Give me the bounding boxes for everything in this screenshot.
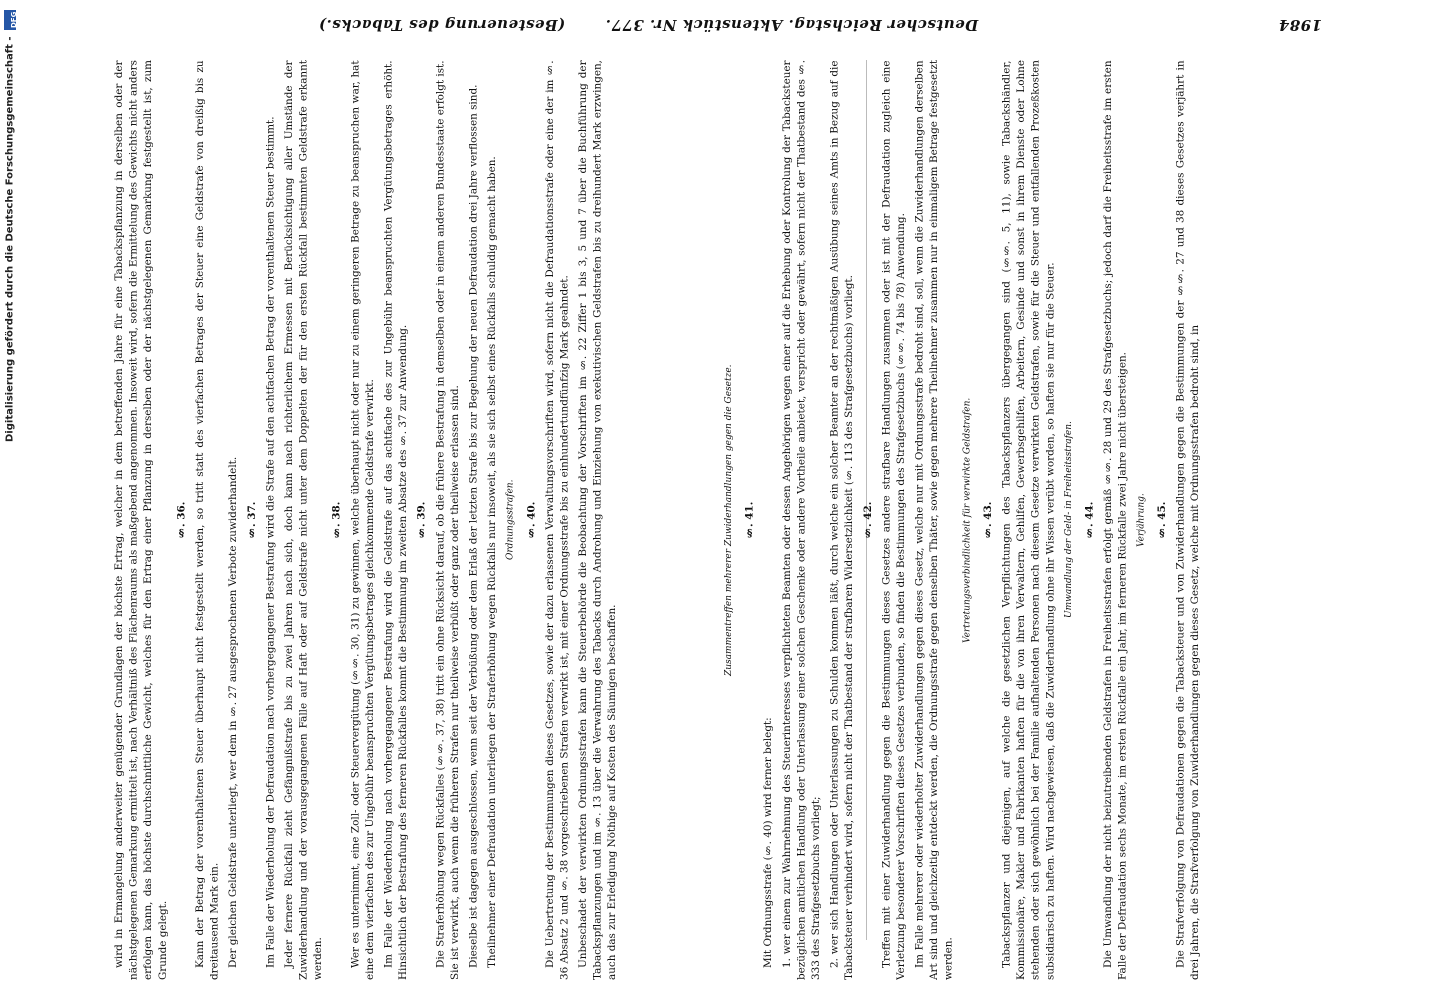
section-title: §. 43. [981,501,994,539]
publication-title: Deutscher Reichstag. Aktenstück Nr. 377. [605,16,979,34]
paragraph: Dieselbe ist dagegen ausgeschlossen, wenn seit der Verbüßung oder dem Erlaß der letzten Strafe bis zur Begehung der neuen Defraudation drei Jahre verflossen sind. [467,84,480,968]
section-title: §. 44. [1083,501,1096,539]
section-title: §. 37. [245,501,258,539]
section-title: §. 38. [330,501,343,539]
page-number: 1984 [1278,16,1322,34]
topic-title: (Besteuerung des Tabacks.) [318,16,566,34]
left-text-column [112,60,712,980]
paragraph: wird in Ermangelung anderweiter genügender Grundlagen der höchste Ertrag, welcher in dem betreffenden Jahre für eine Tabackspflanzung in derselben oder der nächstgelegenen Gemarkung ermittelt ist, nach Verhältniß des Flächenraums als maßgebend angenommen. Insoweit wird, sofern die Ermittelung des Gewichts nicht anders erfolgen kann, das höchste durchschnittliche Gewicht, welches für den Ertrag einer Pflanzung in derselben oder der nächstgelegenen Gemarkung festgestellt ist, zum Grunde gelegt. [113,60,169,980]
paragraph: Mit Ordnungsstrafe (§. 40) wird ferner belegt: [762,716,775,968]
paragraph: Die Umwandlung der nicht beizutreibenden Geldstrafen in Freiheitsstrafen erfolgt gemäß §§. 28 und 29 des Strafgesetzbuchs; jedoch darf die Freiheitsstrafe im ersten Falle der Defraudation sechs Monate, im ersten Rückfalle ein Jahr, im ferneren Rückfalle zwei Jahre nicht übersteigen. [1102,60,1129,980]
paragraph: Im Falle mehrerer oder wiederholter Zuwiderhandlungen gegen dieses Gesetz, welche nur mit Ordnungsstrafe bedroht sind, soll, wenn die Zuwiderhandlungen derselben Art sind und gleichzeitig entdeckt werden, die Ordnungsstrafe gegen denselben Thäter, sowie gegen mehrere Theilnehmer zusammen nur in einmaligem Betrage festgesetzt werden. [913,60,955,980]
dfg-logo-icon: DFG [4,10,16,30]
paragraph: Jeder fernere Rückfall zieht Gefängnißstrafe bis zu zwei Jahren nach sich, doch kann nach richterlichem Ermessen mit Berücksichtigung aller Umstände der Zuwiderhandlung und der vorausgegangenen Fälle auf Haft oder auf Geldstrafe nicht unter dem Doppelten der für den ersten Rückfall bestimmten Geldstrafe erkannt werden. [282,60,325,980]
sub-heading: Ordnungsstrafen. [505,479,516,561]
section-title: §. 42. [861,501,874,539]
paragraph: Unbeschadet der verwirkten Ordnungsstrafen kann die Steuerbehörde die Beobachtung der Vorschriften im §. 22 Ziffer 1 bis 3, 5 und 7 über die Buchführung der Tabackspflanzungen und im §. 13 über die Verwahrung des Tabacks durch Androhung und Einziehung von exekutivischen Geldstrafen bis zu dreihundert Mark erzwingen, auch das zur Erledigung Nöthige auf Kosten des Säumigen beschaffen. [577,60,619,980]
paragraph: Treffen mit einer Zuwiderhandlung gegen die Bestimmungen dieses Gesetzes andere strafbare Handlungen zusammen oder ist mit der Defraudation zugleich eine Verletzung besonderer Vorschriften dieses Gesetzes verbunden, so finden die Bestimmungen des Strafgesetzbuchs (§§. 74 bis 78) Anwendung. [880,60,907,980]
right-text-column [722,60,1322,980]
digitization-note: Digitalisierung gefördert durch die Deutsche Forschungsgemeinschaft - [4,36,16,442]
paragraph: 1. wer einem zur Wahrnehmung des Steuerinteresses verpflichteten Beamten oder dessen Angehörigen wegen einer auf die Erhebung oder Kontrolung der Tabacksteuer bezüglichen amtlichen Handlung oder Unterlassung einer solchen Geschenke oder andere Vortheile anbietet, verspricht oder gewährt, sofern nicht der Thatbestand des §. 333 des Strafgesetzbuchs vorliegt; [780,60,822,980]
paragraph: Die Uebertretung der Bestimmungen dieses Gesetzes, sowie der dazu erlassenen Verwaltungsvorschriften wird, sofern nicht die Defraudationsstrafe oder eine der im §. 36 Absatz 2 und §. 38 vorgeschriebenen Strafen verwirkt ist, mit einer Ordnungsstrafe bis zu einhundertundfünfzig Mark geahndet. [543,60,571,980]
digitization-credit [0,10,20,990]
section-title: §. 39. [415,501,428,539]
paragraph: Die Straferhöhung wegen Rückfalles (§§. 37, 38) tritt ein ohne Rücksicht darauf, ob die frühere Bestrafung in demselben oder in einem anderen Bundesstaate erfolgt ist. Sie ist verwirkt, auch wenn die früheren Strafen nur theilweise verbüßt oder ganz oder theilweise erlassen sind. [434,60,461,980]
section-title: §. 45. [1155,501,1168,539]
section-title: §. 36. [175,501,188,539]
paragraph: Der gleichen Geldstrafe unterliegt, wer dem in §. 27 ausgesprochenen Verbote zuwiderhandelt. [227,456,240,968]
sub-heading: Verjährung. [1136,493,1147,547]
paragraph: Im Falle der Wiederholung nach vorhergegangener Bestrafung wird die Geldstrafe auf das achtfache des zur Ungebühr beanspruchten Vergütungsbetrages erhöht. Hinsichtlich der Bestrafung des ferneren Rückfalles kommt die Bestimmung im zweiten Absatze des §. 37 zur Anwendung. [382,60,410,980]
sub-heading: Umwandlung der Geld- in Freiheitsstrafen. [1063,421,1074,619]
section-title: §. 40. [525,501,538,539]
paragraph: 2. wer sich Handlungen oder Unterlassungen zu Schulden kommen läßt, durch welche ein solcher Beamter an der rechtmäßigen Ausübung seines Amts in Bezug auf die Tabacksteuer verhindert wird, sofern nicht der Thatbestand der strafbaren Widersetzlichkeit (§. 113 des Strafgesetzbuchs) vorliegt. [828,60,856,980]
section-title: §. 41. [743,501,756,539]
paragraph: Die Strafverfolgung von Defraudationen gegen die Tabacksteuer und von Zuwiderhandlungen gegen die Bestimmungen der §§. 27 und 38 dieses Gesetzes verjährt in drei Jahren, die Strafverfolgung von Zuwiderhandlungen gegen dieses Gesetz, welche mit Ordnungsstrafen bedroht sind, in [1174,60,1202,980]
sub-heading: Zusammentreffen mehrerer Zuwiderhandlungen gegen die Gesetze. [724,364,734,676]
paragraph: Kann der Betrag der vorenthaltenen Steuer überhaupt nicht festgestellt werden, so tritt statt des vierfachen Betrages der Steuer eine Geldstrafe von dreißig bis zu dreitausend Mark ein. [193,60,221,980]
page-header [72,10,1322,40]
paragraph: Tabackspflanzer und diejenigen, auf welche die gesetzlichen Verpflichtungen des Tabackspflanzers übergegangen sind (§§. 5, 11), sowie Tabackshändler, Kommissionäre, Makler und Fabrikanten haften für die von ihren Verwaltern, Gehilfen, Gewerbsgehilfen, Arbeitern, Gesinde und sonst in ihrem Dienste oder Lohne stehenden oder sich gewöhnlich bei der Familie aufhaltenden Personen nach diesem Gesetze verwirkten Geldstrafen, sowie für die Steuer und entfallenden Prozeßkosten subsidiarisch zu haften. Wird nachgewiesen, daß die Zuwiderhandlung ohne ihr Wissen verübt worden, so haften sie nur für die Steuer. [1000,60,1057,980]
paragraph: Im Falle der Wiederholung der Defraudation nach vorhergegangener Bestrafung wird die Strafe auf den achtfachen Betrag der vorenthaltenen Steuer bestimmt. [264,115,277,968]
sub-heading: Vertretungsverbindlichkeit für verwirkte Geldstrafen. [962,397,973,643]
paragraph: Theilnehmer einer Defraudation unterliegen der Straferhöhung wegen Rückfalls nur insoweit, als sie sich selbst eines Rückfalls schuldig gemacht haben. [486,155,499,968]
paragraph: Wer es unternimmt, eine Zoll- oder Steuervergütung (§§. 30, 31) zu gewinnen, welche überhaupt nicht oder nur zu einem geringeren Betrage zu beanspruchen war, hat eine dem vierfachen des zur Ungebühr beanspruchten Vergütungsbetrages gleichkommende Geldstrafe verwirkt. [349,60,376,980]
